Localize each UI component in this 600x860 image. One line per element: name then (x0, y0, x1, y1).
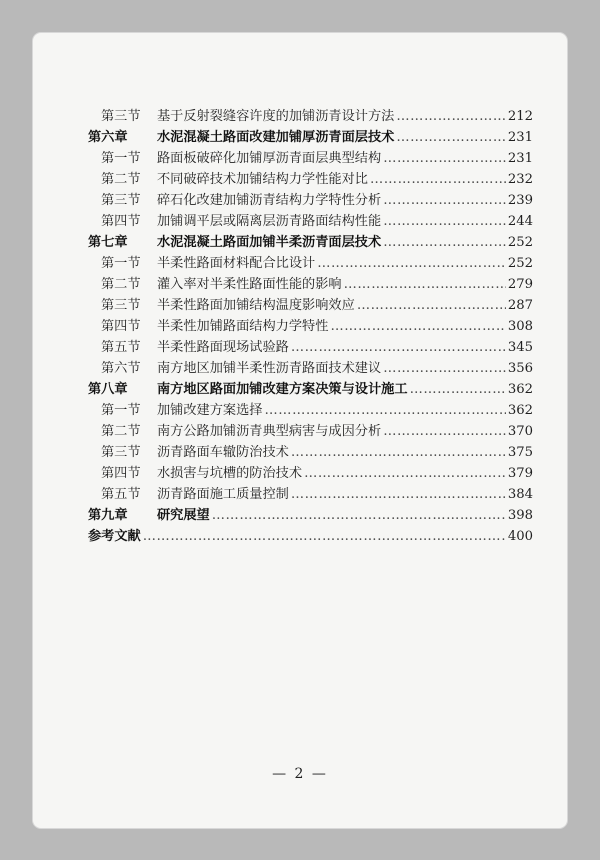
toc-entry-label: 第三节 (101, 298, 141, 313)
toc-entry-title: 半柔性路面加铺结构温度影响效应 (157, 298, 355, 313)
toc-entry-title: 碎石化改建加铺沥青结构力学特性分析 (157, 193, 382, 208)
toc-entry-page-number: 231 (507, 151, 533, 166)
dot-leader (291, 442, 506, 463)
toc-section-entry (88, 442, 533, 463)
toc-entry-label: 第三节 (101, 445, 141, 460)
toc-chapter-entry (88, 127, 533, 148)
toc-entry-title: 沥青路面车辙防治技术 (157, 445, 289, 460)
toc-entry-page-number: 370 (507, 424, 533, 439)
toc-section-entry (88, 106, 533, 127)
toc-chapter-entry (88, 379, 533, 400)
toc-entry-title: 水泥混凝土路面改建加铺厚沥青面层技术 (157, 130, 395, 145)
toc-entry-title: 沥青路面施工质量控制 (157, 487, 289, 502)
toc-entry-page-number: 384 (507, 487, 533, 502)
toc-entry-page-number: 252 (507, 256, 533, 271)
toc-entry-page-number: 398 (507, 508, 533, 523)
toc-entry-title: 参考文献 (88, 529, 141, 544)
toc-section-entry (88, 295, 533, 316)
toc-entry-page-number: 362 (507, 382, 533, 397)
dot-leader (330, 316, 505, 337)
toc-entry-page-number: 212 (507, 109, 533, 124)
toc-section-entry (88, 169, 533, 190)
toc-entry-title: 加铺调平层或隔离层沥青路面结构性能 (157, 214, 382, 229)
toc-section-entry (88, 274, 533, 295)
toc-section-entry (88, 421, 533, 442)
toc-section-entry (88, 316, 533, 337)
dot-leader (383, 190, 506, 211)
dot-leader (383, 232, 506, 253)
dot-leader (265, 400, 506, 421)
dot-leader (304, 463, 506, 484)
toc-section-entry (88, 484, 533, 505)
toc-entry-page-number: 252 (507, 235, 533, 250)
toc-entry-title: 南方地区加铺半柔性沥青路面技术建议 (157, 361, 382, 376)
toc-entry-page-number: 356 (507, 361, 533, 376)
dot-leader (383, 211, 506, 232)
dot-leader (410, 379, 506, 400)
toc-entry-title: 基于反射裂缝容许度的加铺沥青设计方法 (157, 109, 395, 124)
toc-entry-label: 第二节 (101, 172, 141, 187)
book-page (33, 33, 567, 828)
toc-section-entry (88, 211, 533, 232)
dot-leader (383, 421, 506, 442)
toc-entry-title: 水损害与坑槽的防治技术 (157, 466, 303, 481)
toc-entry-label: 第二节 (101, 424, 141, 439)
table-of-contents (88, 106, 533, 547)
toc-references-entry (88, 526, 533, 547)
toc-entry-page-number: 232 (507, 172, 533, 187)
toc-entry-page-number: 379 (507, 466, 533, 481)
toc-entry-title: 研究展望 (157, 508, 210, 523)
toc-entry-title: 南方公路加铺沥青典型病害与成因分析 (157, 424, 382, 439)
toc-entry-label: 第六节 (101, 361, 141, 376)
dot-leader (317, 253, 506, 274)
toc-entry-page-number: 239 (507, 193, 533, 208)
dot-leader (370, 169, 506, 190)
dot-leader (143, 526, 506, 547)
toc-entry-title: 加铺改建方案选择 (157, 403, 263, 418)
toc-entry-title: 水泥混凝土路面加铺半柔沥青面层技术 (157, 235, 382, 250)
toc-entry-label: 第五节 (101, 487, 141, 502)
toc-entry-label: 第八章 (88, 382, 128, 397)
toc-entry-title: 半柔性路面现场试验路 (157, 340, 289, 355)
toc-entry-label: 第四节 (101, 319, 141, 334)
dot-leader (291, 337, 506, 358)
toc-entry-label: 第四节 (101, 466, 141, 481)
dot-leader (357, 295, 506, 316)
toc-entry-title: 南方地区路面加铺改建方案决策与设计施工 (157, 382, 408, 397)
dot-leader (396, 106, 505, 127)
toc-entry-title: 半柔性路面材料配合比设计 (157, 256, 316, 271)
toc-entry-label: 第一节 (101, 403, 141, 418)
toc-section-entry (88, 253, 533, 274)
toc-entry-title: 灌入率对半柔性路面性能的影响 (157, 277, 342, 292)
toc-entry-page-number: 279 (507, 277, 533, 292)
toc-section-entry (88, 400, 533, 421)
dot-leader (383, 358, 506, 379)
toc-section-entry (88, 337, 533, 358)
toc-entry-page-number: 287 (507, 298, 533, 313)
toc-section-entry (88, 463, 533, 484)
dot-leader (291, 484, 506, 505)
toc-section-entry (88, 148, 533, 169)
dot-leader (383, 148, 506, 169)
toc-entry-label: 第一节 (101, 151, 141, 166)
toc-entry-label: 第九章 (88, 508, 128, 523)
toc-entry-page-number: 345 (507, 340, 533, 355)
toc-section-entry (88, 358, 533, 379)
toc-entry-page-number: 308 (507, 319, 533, 334)
dot-leader (212, 505, 506, 526)
toc-entry-label: 第五节 (101, 340, 141, 355)
toc-entry-title: 不同破碎技术加铺结构力学性能对比 (157, 172, 368, 187)
toc-entry-page-number: 231 (507, 130, 533, 145)
toc-entry-label: 第三节 (101, 109, 141, 124)
toc-entry-label: 第一节 (101, 256, 141, 271)
toc-chapter-entry (88, 232, 533, 253)
page-number: — 2 — (272, 766, 328, 782)
toc-entry-label: 第二节 (101, 277, 141, 292)
toc-entry-page-number: 400 (507, 529, 533, 544)
toc-entry-label: 第四节 (101, 214, 141, 229)
dot-leader (396, 127, 505, 148)
toc-entry-label: 第三节 (101, 193, 141, 208)
toc-entry-label: 第七章 (88, 235, 128, 250)
toc-entry-title: 路面板破碎化加铺厚沥青面层典型结构 (157, 151, 382, 166)
toc-section-entry (88, 190, 533, 211)
toc-entry-page-number: 362 (507, 403, 533, 418)
toc-chapter-entry (88, 505, 533, 526)
toc-entry-label: 第六章 (88, 130, 128, 145)
toc-entry-page-number: 375 (507, 445, 533, 460)
toc-entry-title: 半柔性加铺路面结构力学特性 (157, 319, 329, 334)
dot-leader (344, 274, 506, 295)
toc-entry-page-number: 244 (507, 214, 533, 229)
